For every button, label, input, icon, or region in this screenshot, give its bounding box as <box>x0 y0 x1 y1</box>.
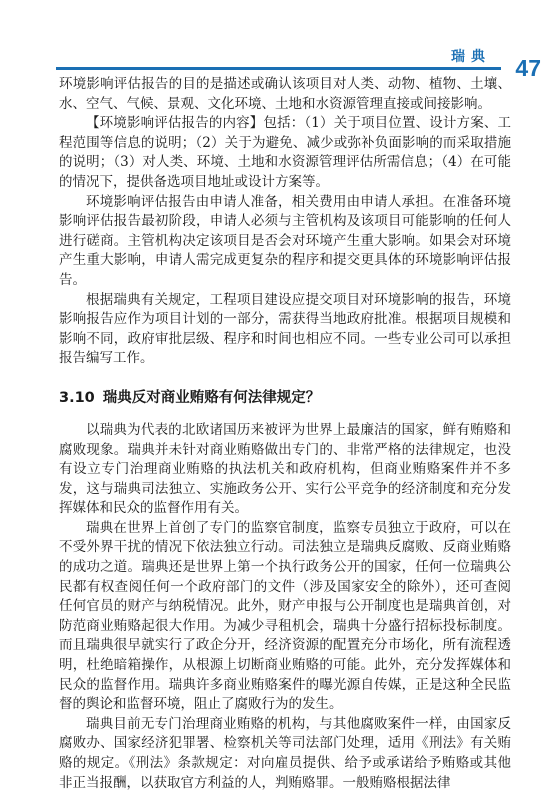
paragraph: 环境影响评估报告由申请人准备，相关费用由申请人承担。在准备环境影响评估报告最初阶段，申请人必须与主管机构及该项目可能影响的任何人进行磋商。主管机构决定该项目是否会对环境产生重大影响。如果会对环境产生重大影响，申请人需完成更复杂的程序和提交更具体的环境影响评估报告。 <box>59 193 511 288</box>
running-header-label: 瑞典 <box>451 49 491 65</box>
paragraph: 瑞典在世界上首创了专门的监察官制度，监察专员独立于政府，可以在不受外界干扰的情况下依法独立行动。司法独立是瑞典反腐败、反商业贿赂的成功之道。瑞典还是世界上第一个执行政务公开的国家，任何一位瑞典公民都有权查阅任何一个政府部门的文件（涉及国家安全的除外），还可查阅任何官员的财产与纳税情况。此外，财产申报与公开制度也是瑞典首创，对防范商业贿赂起很大作用。为减少寻租机会，瑞典十分盛行招标投标制度。而且瑞典很早就实行了政企分开，经济资源的配置充分市场化，所有流程透明，杜绝暗箱操作，从根源上切断商业贿赂的可能。此外，充分发挥媒体和民众的监督作用。瑞典许多商业贿赂案件的曝光源自传媒，正是这种全民监督的舆论和监督环境，阻止了腐败行为的发生。 <box>59 519 511 713</box>
section-heading <box>59 386 511 407</box>
section-title: 瑞典反对商业贿赂有何法律规定？ <box>102 389 321 406</box>
paragraph: 瑞典目前无专门治理商业贿赂的机构，与其他腐败案件一样，由国家反腐败办、国家经济犯罪署、检察机关等司法部门处理，适用《刑法》有关贿赂的规定。《刑法》条款规定：对向雇员提供、给予或承诺给予贿赂或其他非正当报酬，以获取官方利益的人，判贿赂罪。一般贿赂根据法律 <box>59 715 511 791</box>
paragraph: 根据瑞典有关规定，工程项目建设应提交项目对环境影响的报告，环境影响报告应作为项目计划的一部分，需获得当地政府批准。根据项目规模和影响不同，政府审批层级、程序和时间也相应不同。一些专业公司可以承担报告编写工作。 <box>59 291 511 367</box>
paragraph: 以瑞典为代表的北欧诸国历来被评为世界上最廉洁的国家，鲜有贿赂和腐败现象。瑞典并未针对商业贿赂做出专门的、非常严格的法律规定，也没有设立专门治理商业贿赂的执法机关和政府机构，但商业贿赂案件并不多发，这与瑞典司法独立、实施政务公开、实行公平竞争的经济制度和充分发挥媒体和民众的监督作用有关。 <box>59 421 511 517</box>
body-text <box>59 75 511 793</box>
page-number: 47 <box>515 55 541 81</box>
paragraph: 【环境影响评估报告的内容】包括：（1）关于项目位置、设计方案、工程范围等信息的说明；（2）关于为避免、减少或弥补负面影响的而采取措施的说明；（3）对人类、环境、土地和水资源管理评估所需信息；（4）在可能的情况下，提供备选项目地址或设计方案等。 <box>59 115 511 190</box>
header-rule <box>56 67 501 70</box>
paragraph: 环境影响评估报告的目的是描述或确认该项目对人类、动物、植物、土壤、水、空气、气候、景观、文化环境、土地和水资源管理直接或间接影响。 <box>59 76 511 112</box>
section-number: 3.10 <box>59 389 95 406</box>
